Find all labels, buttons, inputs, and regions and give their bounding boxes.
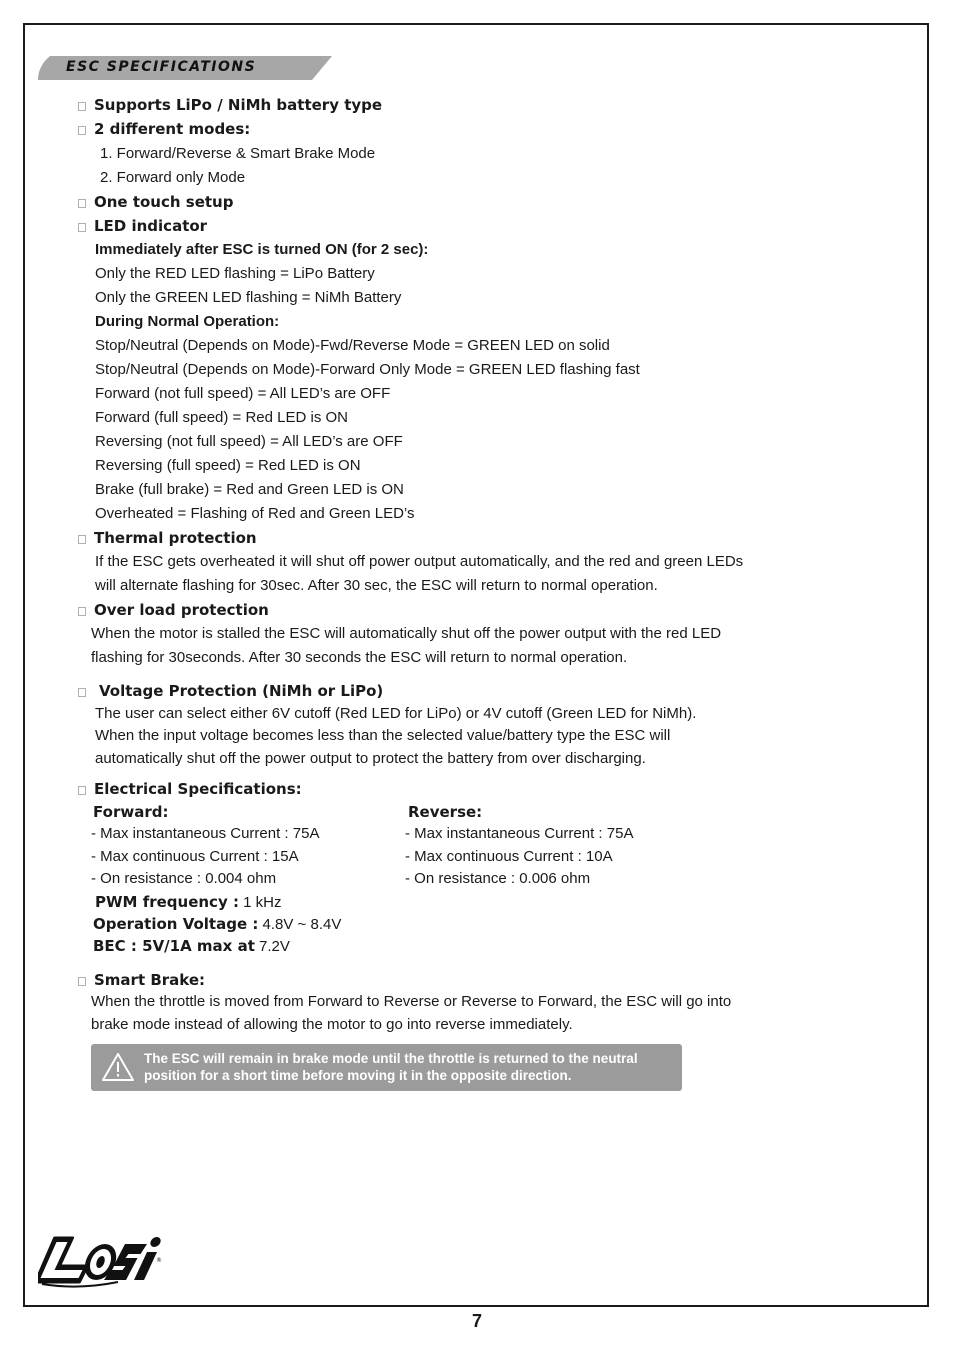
operation-voltage: Operation Voltage : 4.8V ~ 8.4V xyxy=(93,915,342,933)
led-normal-item: Overheated = Flashing of Red and Green LED’s xyxy=(95,505,415,522)
checkbox-icon xyxy=(78,607,86,616)
warning-line: The ESC will remain in brake mode until the throttle is returned to the neutral xyxy=(144,1051,638,1066)
reverse-spec: - Max instantaneous Current : 75A xyxy=(405,825,634,842)
led-startup-heading: Immediately after ESC is turned ON (for 2 sec): xyxy=(95,241,429,258)
forward-spec: - On resistance : 0.004 ohm xyxy=(91,870,277,887)
forward-heading: Forward: xyxy=(93,803,169,821)
voltage-text: automatically shut off the power output to protect the battery from over discharging. xyxy=(95,750,646,767)
led-normal-item: Reversing (full speed) = Red LED is ON xyxy=(95,457,361,474)
smart-brake-text: brake mode instead of allowing the motor to go into reverse immediately. xyxy=(91,1016,573,1033)
warning-box xyxy=(91,1044,682,1091)
section-header xyxy=(38,56,332,80)
led-startup-item: Only the RED LED flashing = LiPo Battery xyxy=(95,265,375,282)
feature-one-touch: One touch setup xyxy=(78,193,233,212)
feature-overload: Over load protection xyxy=(78,601,269,620)
checkbox-icon xyxy=(78,786,86,795)
reverse-spec: - On resistance : 0.006 ohm xyxy=(405,870,591,887)
warning-text xyxy=(144,1050,638,1084)
feature-battery-type: Supports LiPo / NiMh battery type xyxy=(78,96,382,115)
led-normal-item: Reversing (not full speed) = All LED’s are OFF xyxy=(95,433,403,450)
reverse-spec: - Max continuous Current : 10A xyxy=(405,848,613,865)
checkbox-icon xyxy=(78,126,86,135)
led-normal-item: Forward (full speed) = Red LED is ON xyxy=(95,409,349,426)
led-normal-item: Brake (full brake) = Red and Green LED is ON xyxy=(95,481,404,498)
mode-item: 2. Forward only Mode xyxy=(100,169,246,186)
feature-modes: 2 different modes: xyxy=(78,120,250,139)
voltage-text: The user can select either 6V cutoff (Red LED for LiPo) or 4V cutoff (Green LED for NiMh). xyxy=(95,705,697,722)
led-startup-item: Only the GREEN LED flashing = NiMh Battery xyxy=(95,289,402,306)
forward-spec: - Max instantaneous Current : 75A xyxy=(91,825,320,842)
led-normal-item: Stop/Neutral (Depends on Mode)-Fwd/Reverse Mode = GREEN LED on solid xyxy=(95,337,610,354)
checkbox-icon xyxy=(78,977,86,986)
feature-smart-brake: Smart Brake: xyxy=(78,971,205,990)
mode-item: 1. Forward/Reverse & Smart Brake Mode xyxy=(100,145,376,162)
page-number: 7 xyxy=(471,1311,482,1331)
feature-voltage: Voltage Protection (NiMh or LiPo) xyxy=(78,682,383,701)
checkbox-icon xyxy=(78,199,86,208)
voltage-text: When the input voltage becomes less than the selected value/battery type the ESC will xyxy=(95,727,671,744)
forward-spec: - Max continuous Current : 15A xyxy=(91,848,299,865)
feature-led: LED indicator xyxy=(78,217,207,236)
warning-line: position for a short time before moving it in the opposite direction. xyxy=(144,1068,572,1083)
overload-text: flashing for 30seconds. After 30 seconds the ESC will return to normal operation. xyxy=(91,649,628,666)
feature-thermal: Thermal protection xyxy=(78,529,257,548)
checkbox-icon xyxy=(78,102,86,111)
checkbox-icon xyxy=(78,223,86,232)
thermal-text: will alternate flashing for 30sec. After 30 sec, the ESC will return to normal operation. xyxy=(95,577,658,594)
reverse-heading: Reverse: xyxy=(408,803,483,821)
losi-logo xyxy=(38,1232,162,1292)
feature-electrical: Electrical Specifications: xyxy=(78,780,302,799)
overload-text: When the motor is stalled the ESC will automatically shut off the power output with the red LED xyxy=(91,625,722,642)
svg-text:®: ® xyxy=(156,1257,162,1264)
checkbox-icon xyxy=(78,688,86,697)
bec-spec: BEC : 5V/1A max at 7.2V xyxy=(93,937,290,955)
section-title: ESC SPECIFICATIONS xyxy=(66,59,257,75)
warning-triangle-icon xyxy=(101,1052,135,1082)
pwm-frequency: PWM frequency : 1 kHz xyxy=(95,893,282,911)
led-normal-item: Stop/Neutral (Depends on Mode)-Forward Only Mode = GREEN LED flashing fast xyxy=(95,361,640,378)
thermal-text: If the ESC gets overheated it will shut off power output automatically, and the red and green LEDs xyxy=(95,553,744,570)
checkbox-icon xyxy=(78,535,86,544)
led-normal-heading: During Normal Operation: xyxy=(95,313,280,330)
led-normal-item: Forward (not full speed) = All LED’s are OFF xyxy=(95,385,391,402)
smart-brake-text: When the throttle is moved from Forward to Reverse or Reverse to Forward, the ESC will go into xyxy=(91,993,732,1010)
